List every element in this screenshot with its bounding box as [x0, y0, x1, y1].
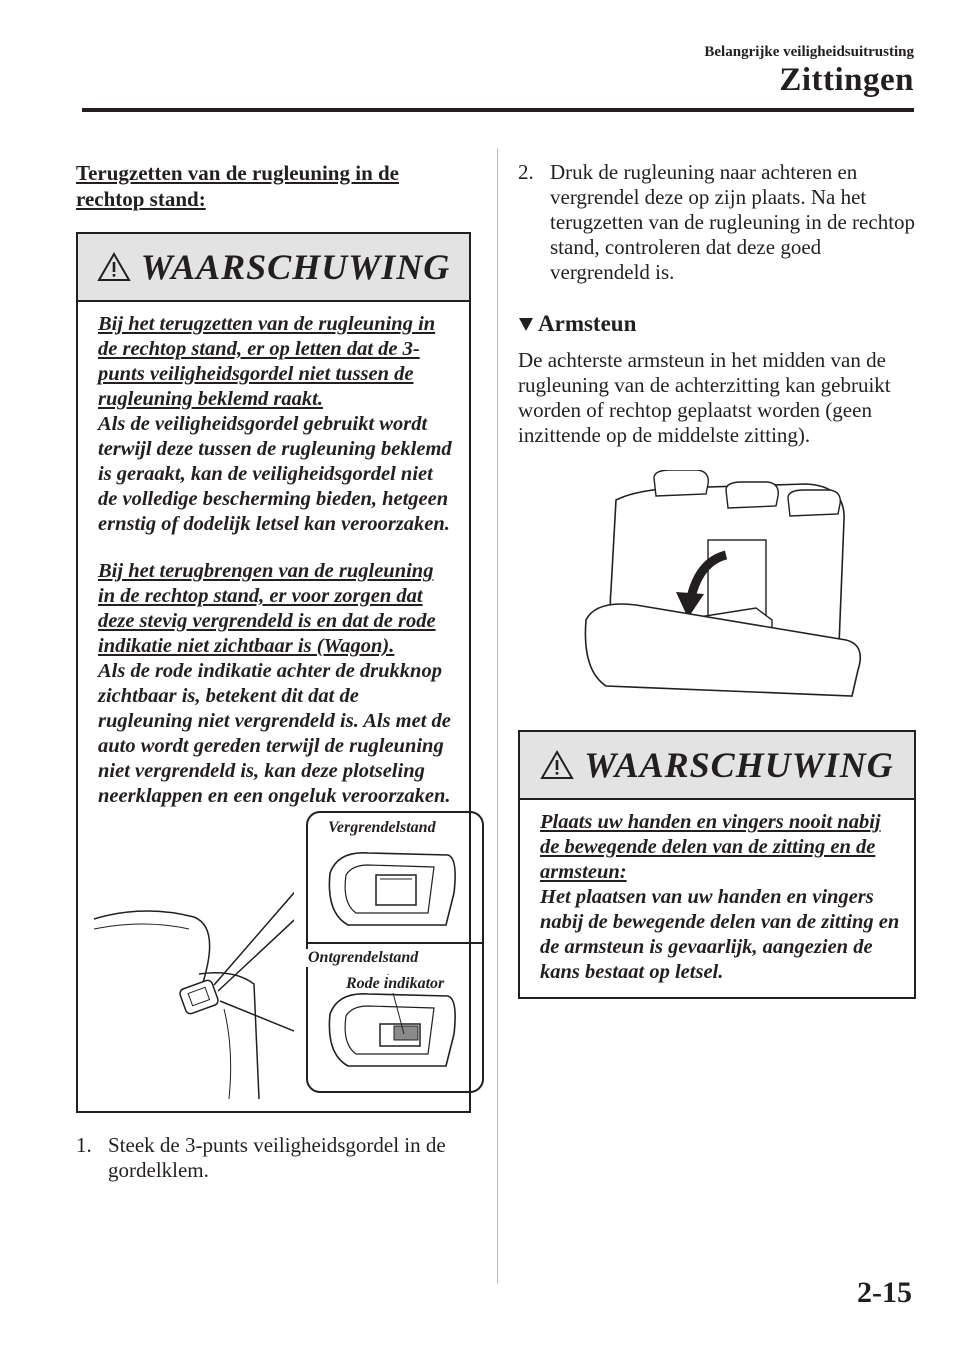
warning-triangle-icon	[97, 252, 131, 282]
warning-triangle-icon	[540, 750, 574, 780]
warning-text-2: Als de rode indikatie achter de drukknop zichtbaar is, betekent dit dat de rugleuning niet vergrendeld is. Als met de auto wordt gereden terwijl de rugleuning niet vergrendeld is, kan deze plotseling neerklappen en een ongeluk veroorzaken.	[98, 660, 451, 807]
header-rule	[82, 108, 914, 112]
triangle-down-icon	[518, 316, 534, 332]
step-2-number: 2.	[518, 160, 534, 184]
warning-underlined-2: Bij het terugbrengen van de rugleuning in de rechtop stand, er voor zorgen dat deze stevig vergrendeld is en dat de rode indikatie niet zichtbaar is (Wagon).	[98, 560, 436, 657]
step-1-number: 1.	[76, 1133, 92, 1157]
armrest-warning-box	[518, 730, 916, 999]
header-chapter: Zittingen	[779, 62, 914, 98]
armrest-heading-text: Armsteun	[538, 311, 637, 336]
section-title: Terugzetten van de rugleuning in de rechtop stand:	[76, 161, 399, 211]
header-section: Belangrijke veiligheidsuitrusting	[704, 44, 914, 60]
detail-separator	[308, 942, 482, 944]
armrest-warning-header	[520, 732, 914, 800]
right-column	[518, 160, 916, 999]
armrest-warning-text: Het plaatsen van uw handen en vingers nabij de bewegende delen van de zitting en de armsteun is gevaarlijk, aangezien de kans bestaat op letsel.	[540, 886, 900, 983]
label-red-indicator: Rode indikator	[346, 975, 445, 992]
label-locked: Vergrendelstand	[328, 819, 436, 836]
page-number: 2-15	[857, 1276, 912, 1309]
armrest-warning-title: WAARSCHUWING	[584, 744, 894, 785]
column-divider	[497, 148, 498, 1284]
warning-title: WAARSCHUWING	[140, 246, 451, 287]
warning-text-1: Als de veiligheidsgordel gebruikt wordt terwijl deze tussen de rugleuning beklemd is geraakt, kan de veiligheidsgordel niet de volledige bescherming bieden, hetgeen ernstig of dodelijk letsel kan veroorzaken.	[98, 413, 452, 535]
armrest-warning-body	[520, 800, 914, 997]
step-2-text: Druk de rugleuning naar achteren en vergrendel deze op zijn plaats. Na het terugzetten van de rugleuning in de rechtop stand, controleren dat deze goed vergrendeld is.	[550, 160, 916, 284]
rear-seat-armrest-illustration	[576, 470, 876, 700]
armrest-heading	[518, 311, 916, 336]
left-column	[76, 160, 471, 1183]
label-unlocked: Ontgrendelstand	[308, 949, 419, 966]
armrest-warning-underlined: Plaats uw handen en vingers nooit nabij de bewegende delen van de zitting en de armsteun:	[540, 811, 881, 883]
lock-illustration	[98, 809, 455, 1099]
warning-header	[78, 234, 469, 302]
step-1	[76, 1133, 471, 1183]
step-2	[518, 160, 916, 285]
warning-body	[78, 302, 469, 1111]
step-1-text: Steek de 3-punts veiligheidsgordel in de gordelklem.	[108, 1133, 446, 1182]
seatback-lock-drawing	[84, 809, 294, 1099]
armrest-body: De achterste armsteun in het midden van de rugleuning van de achterzitting kan gebruikt worden of rechtop geplaatst worden (geen inzittende op de middelste zitting).	[518, 348, 891, 447]
warning-underlined-1: Bij het terugzetten van de rugleuning in de rechtop stand, er op letten dat de 3-punts veiligheidsgordel niet tussen de rugleuning beklemd raakt.	[98, 313, 436, 410]
warning-box	[76, 232, 471, 1113]
